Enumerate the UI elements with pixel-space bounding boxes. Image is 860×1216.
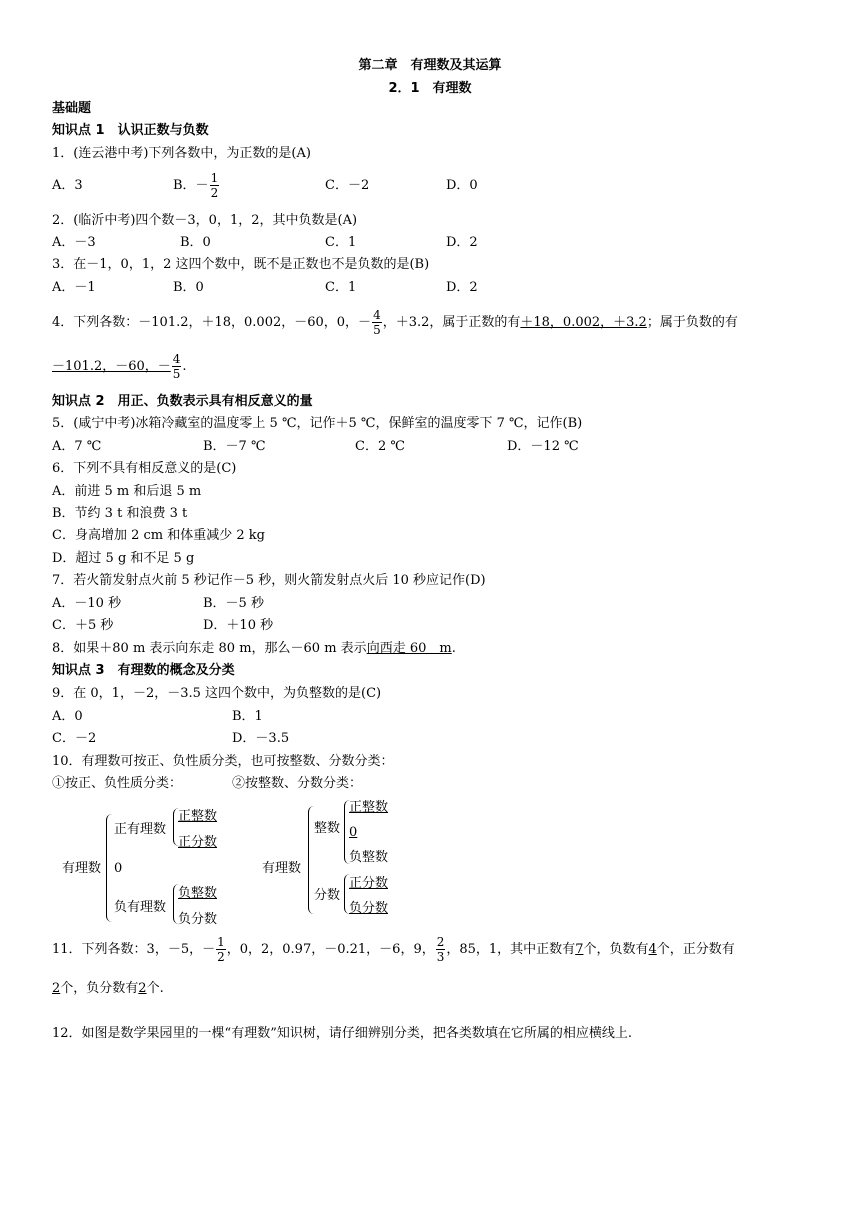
q7-option-c: C．＋5 秒	[52, 618, 114, 633]
q5-option-d: D．－12 ℃	[507, 439, 579, 454]
q1-option-b: B．－ $\frac{1}{2}$	[173, 171, 219, 200]
q11-line2: 2个，负分数有2个.	[52, 981, 164, 996]
q10-heading-1: ①按正、负性质分类：	[52, 776, 183, 791]
q6-option-d: D．超过 5 g 和不足 5 g	[52, 551, 195, 566]
q6-option-c: C．身高增加 2 cm 和体重减少 2 kg	[52, 528, 265, 543]
chapter-title: 第二章 有理数及其运算	[358, 58, 502, 73]
q4-line2: －101.2，－60，－ $\frac{4}{5}$ .	[52, 352, 187, 381]
d1-negative-fraction: 负分数	[178, 912, 218, 927]
q5-stem: 5．(咸宁中考)冰箱冷藏室的温度零上 5 ℃，记作＋5 ℃，保鲜室的温度零下 7 ℃，记作(B)	[52, 416, 583, 431]
d1-root: 有理数	[62, 861, 102, 876]
knowledge-point-2: 知识点 2 用正、负数表示具有相反意义的量	[52, 394, 313, 409]
d2-negative-integer: 负整数	[349, 850, 389, 865]
q3-option-b: B．0	[173, 280, 204, 295]
d2-fraction: 分数	[314, 888, 341, 903]
q7-option-d: D．＋10 秒	[203, 618, 274, 633]
q2-option-b: B．0	[180, 235, 211, 250]
q2-option-c: C．1	[325, 235, 357, 250]
q4-line1: 4．下列各数：－101.2，＋18，0.002，－60，0，－ $\frac{4}{5}$ ，＋3.2，属于正数的有＋18，0.002，＋3.2；属于负数的有	[52, 308, 738, 337]
knowledge-point-3: 知识点 3 有理数的概念及分类	[52, 663, 235, 678]
q1-stem: 1．(连云港中考)下列各数中，为正数的是(A)	[52, 146, 311, 161]
q1-option-d: D．0	[446, 178, 478, 193]
q8-answer: 向西走 60 m	[366, 641, 452, 656]
d2-integer: 整数	[314, 821, 341, 836]
q3-option-d: D．2	[446, 280, 478, 295]
q5-option-b: B．－7 ℃	[203, 439, 266, 454]
d2-negative-fraction: 负分数	[349, 901, 389, 916]
q11-line1: 11．下列各数：3，－5，－ $\frac{1}{2}$ ，0，2，0.97，－0.21，－6，9， $\frac{2}{3}$ ，85，1，其中正数有7个，负数有4个，正分数有	[52, 935, 735, 964]
q3-stem: 3．在－1，0，1，2 这四个数中，既不是正数也不是负数的是(B)	[52, 257, 430, 272]
q3-option-c: C．1	[325, 280, 357, 295]
q9-option-d: D．－3.5	[232, 731, 290, 746]
basic-heading: 基础题	[52, 101, 92, 116]
q4-positive-answer: ＋18，0.002，＋3.2	[520, 315, 647, 330]
d2-zero: 0	[349, 825, 358, 840]
q11-answer-negative: 4	[648, 942, 657, 957]
q4-negative-answer: －101.2，－60，－ $\frac{4}{5}$	[52, 352, 181, 381]
q6-option-a: A．前进 5 m 和后退 5 m	[52, 484, 202, 499]
d2-positive-integer: 正整数	[349, 800, 389, 815]
d1-positive-integer: 正整数	[178, 809, 218, 824]
q2-option-a: A．－3	[52, 235, 96, 250]
section-title: 2．1 有理数	[388, 81, 472, 96]
q9-option-c: C．－2	[52, 731, 97, 746]
q12-stem: 12．如图是数学果园里的一棵“有理数”知识树，请仔细辨别分类，把各类数填在它所属的相应横线上.	[52, 1026, 632, 1041]
q8: 8．如果＋80 m 表示向东走 80 m，那么－60 m 表示向西走 60 m.	[52, 641, 456, 656]
q6-stem: 6．下列不具有相反意义的是(C)	[52, 461, 237, 476]
d1-positive-fraction: 正分数	[178, 835, 218, 850]
d2-root: 有理数	[262, 861, 302, 876]
q5-option-a: A．7 ℃	[52, 439, 102, 454]
q10-heading-2: ②按整数、分数分类：	[232, 776, 363, 791]
d1-negative: 负有理数	[114, 900, 167, 915]
q10-stem: 10．有理数可按正、负性质分类，也可按整数、分数分类：	[52, 754, 394, 769]
q7-stem: 7．若火箭发射点火前 5 秒记作－5 秒，则火箭发射点火后 10 秒应记作(D)	[52, 573, 486, 588]
d2-positive-fraction: 正分数	[349, 876, 389, 891]
q1-option-c: C．－2	[325, 178, 370, 193]
q11-answer-negative-fraction: 2	[138, 981, 147, 996]
q7-option-b: B．－5 秒	[203, 596, 264, 611]
q2-stem: 2．(临沂中考)四个数－3，0，1，2，其中负数是(A)	[52, 213, 358, 228]
q9-option-a: A．0	[52, 709, 83, 724]
d1-positive: 正有理数	[114, 822, 167, 837]
d1-brace-root	[106, 814, 113, 922]
q3-option-a: A．－1	[52, 280, 96, 295]
q5-option-c: C．2 ℃	[355, 439, 405, 454]
d1-negative-integer: 负整数	[178, 886, 218, 901]
q6-option-b: B．节约 3 t 和浪费 3 t	[52, 506, 188, 521]
q11-answer-positive-fraction: 2	[52, 981, 61, 996]
q9-stem: 9．在 0，1，－2，－3.5 这四个数中，为负整数的是(C)	[52, 686, 382, 701]
q11-answer-positive: 7	[575, 942, 584, 957]
q9-option-b: B．1	[232, 709, 263, 724]
q2-option-d: D．2	[446, 235, 478, 250]
d1-zero: 0	[114, 861, 123, 876]
q1-option-a: A．3	[52, 178, 83, 193]
knowledge-point-1: 知识点 1 认识正数与负数	[52, 123, 209, 138]
q7-option-a: A．－10 秒	[52, 596, 122, 611]
